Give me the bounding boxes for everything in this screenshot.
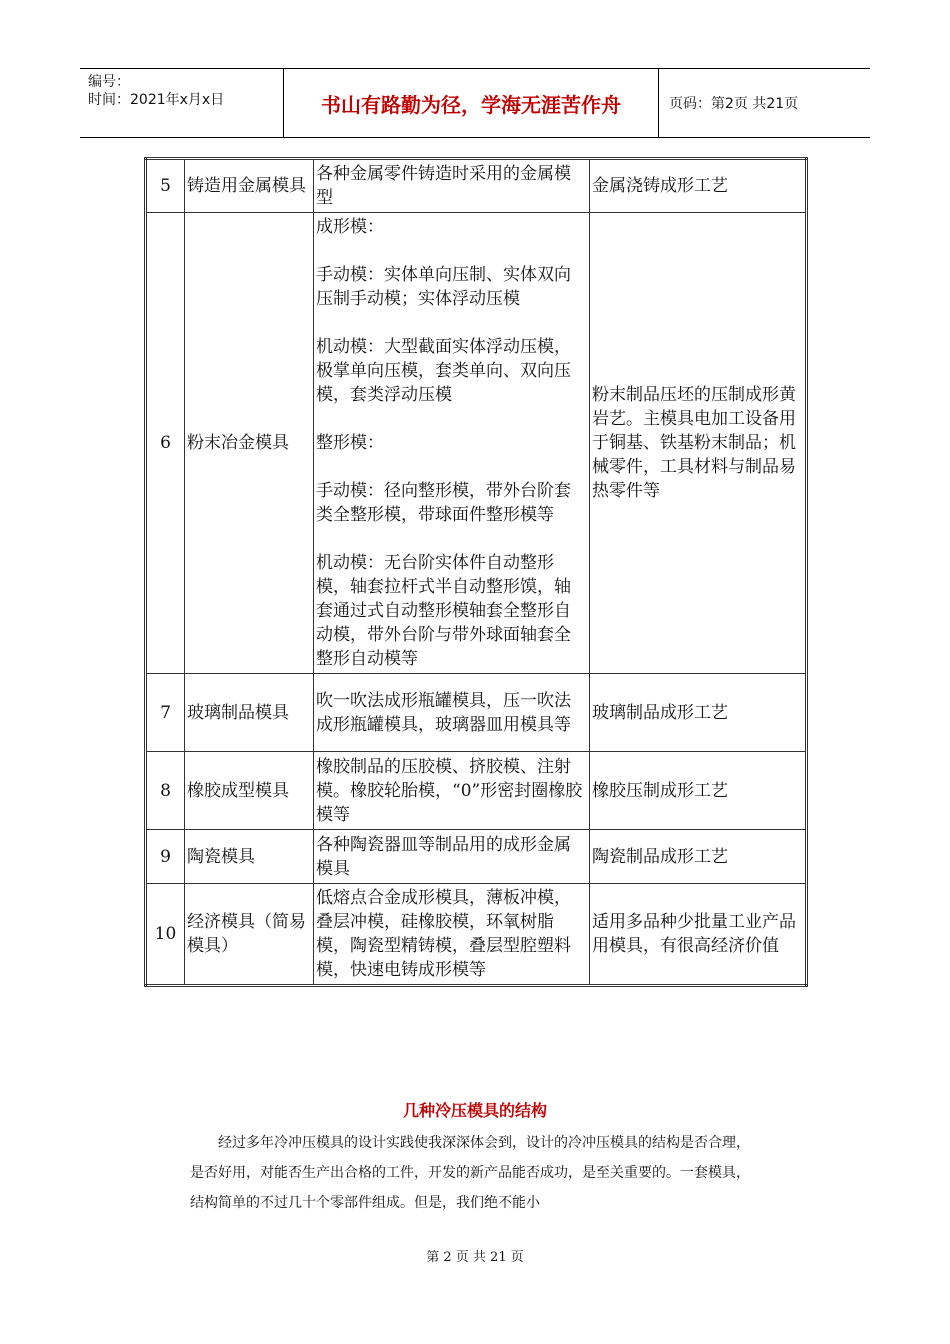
section-title: 几种冷压模具的结构 [402,1101,547,1120]
process-text: 陶瓷制品成形工艺 [590,830,807,884]
row-number: 10 [146,884,185,986]
row-number: 7 [146,674,185,752]
description-text: 吹一吹法成形瓶罐模具，压一吹法成形瓶罐模具，玻璃器皿用模具等 [316,690,571,735]
table-row [146,674,807,752]
description-text: 橡胶制品的压胶模、挤胶模、注射模。橡胶轮胎模，“0”形密封圈橡胶模等 [316,756,583,825]
section-paragraph: 经过多年冷冲压模具的设计实践使我深深体会到，设计的冷冲压模具的结构是否合理，是否好用，对能否生产出合格的工件，开发的新产品能否成功，是至关重要的。一套模具，结构简单的不过几十个零部件组成。但是，我们绝不能小 [190,1135,750,1211]
description-text: 成形模： [316,217,384,237]
table-row [146,884,807,986]
mold-table [144,157,808,987]
table-row [146,752,807,830]
mold-description [314,830,590,884]
process-text: 玻璃制品成形工艺 [590,674,807,752]
description-text: 机动模：无台阶实体件自动整形模，轴套拉杆式半自动整形馍，轴套通过式自动整形模轴套全整形自动模，带外台阶与带外球面轴套全整形自动模等 [316,553,571,669]
code-label: 编号： [88,74,130,90]
mold-type: 经济模具（简易模具） [185,884,314,986]
table-row [146,213,807,674]
mold-description [314,674,590,752]
process-text: 金属浇铸成形工艺 [590,159,807,213]
row-number: 6 [146,213,185,674]
page-header [80,68,870,138]
page-footer: 第 2 页 共 21 页 [426,1250,524,1265]
time-label: 时间：2021年x月x日 [88,92,225,108]
mold-description [314,884,590,986]
description-text: 整形模： [316,433,384,453]
row-number: 8 [146,752,185,830]
description-text: 低熔点合金成形模具，薄板冲模，叠层冲模，硅橡胶模，环氧树脂模，陶瓷型精铸模，叠层型腔塑料模，快速电铸成形模等 [316,888,571,980]
description-text: 机动模：大型截面实体浮动压模，极掌单向压模，套类单向、双向压模，套类浮动压模 [316,337,571,405]
mold-description [314,752,590,830]
description-text: 各种陶瓷器皿等制品用的成形金属模具 [316,834,571,879]
table-row [146,830,807,884]
row-number: 9 [146,830,185,884]
description-text: 手动模：实体单向压制、实体双向压制手动模；实体浮动压模 [316,265,571,309]
mold-type: 铸造用金属模具 [185,159,314,213]
section-body [190,1128,750,1218]
mold-description [314,213,590,674]
mold-type: 陶瓷模具 [185,830,314,884]
mold-type: 橡胶成型模具 [185,752,314,830]
process-text: 适用多品种少批量工业产品用模具，有很高经济价值 [590,884,807,986]
description-text: 各种金属零件铸造时采用的金属模型 [316,164,571,208]
header-motto: 书山有路勤为径，学海无涯苦作舟 [283,69,659,137]
mold-type: 玻璃制品模具 [185,674,314,752]
header-meta [80,69,283,137]
process-text: 粉末制品压坯的压制成形黄岩艺。主模具电加工设备用于铜基、铁基粉末制品；机械零件，工具材料与制品易热零件等 [590,213,807,674]
description-text: 手动模：径向整形模，带外台阶套类全整形模，带球面件整形模等 [316,481,571,525]
process-text: 橡胶压制成形工艺 [590,752,807,830]
table-row [146,159,807,213]
mold-description [314,159,590,213]
row-number: 5 [146,159,185,213]
mold-type: 粉末冶金模具 [185,213,314,674]
header-page-label: 页码：第2页 共21页 [669,96,799,112]
